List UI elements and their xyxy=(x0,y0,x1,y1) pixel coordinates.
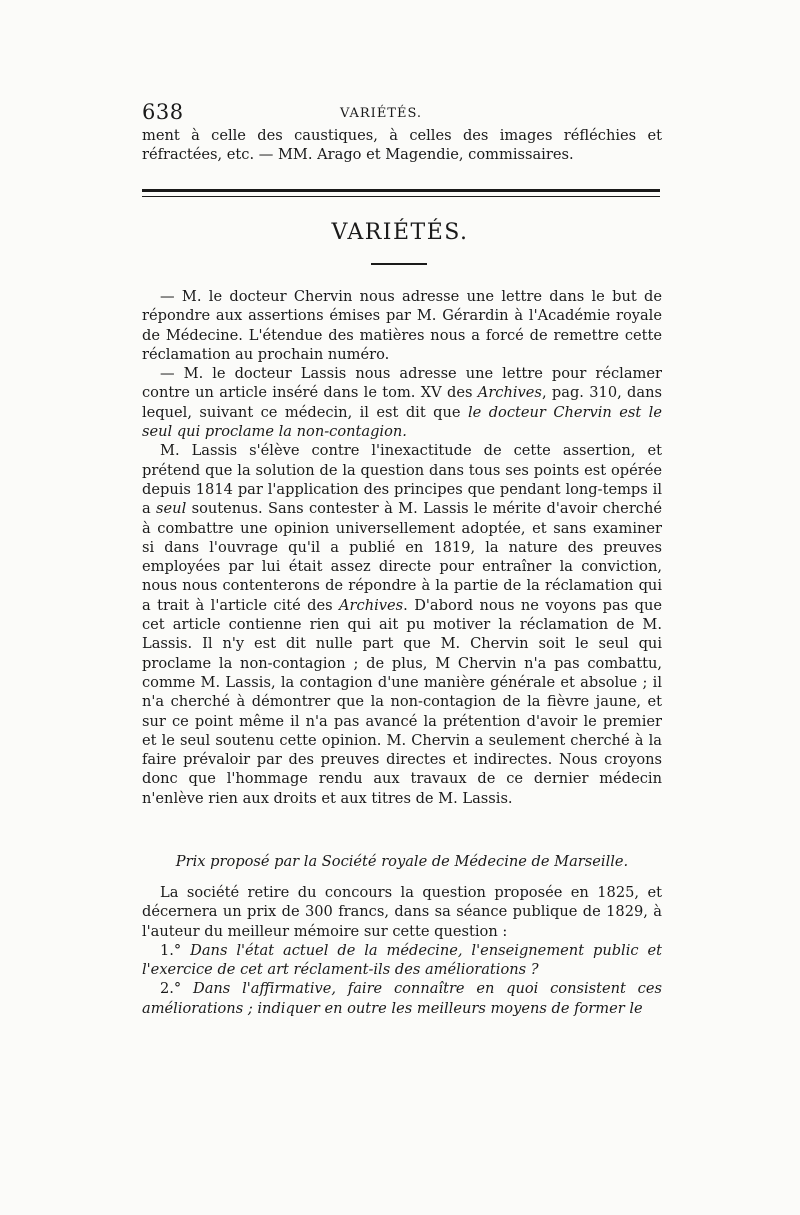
section-divider-thick xyxy=(142,189,660,192)
paragraph-lassis-response xyxy=(142,441,662,808)
title-underline xyxy=(371,263,427,265)
q2-number: 2.° xyxy=(160,980,193,998)
p3-archives-title: Archives xyxy=(339,596,404,614)
paragraph-lassis-letter xyxy=(142,364,662,441)
prize-intro: La société retire du concours la question proposée en 1825, et décernera un prix de 300 francs, dans sa séance publique de 1829, à l'auteur du meilleur mémoire sur cette question : xyxy=(142,884,662,940)
p3-text-b: soutenus. Sans contester à M. Lassis le mérite d'avoir cherché à combattre une opinion universellement adoptée, et sans examiner si dans l'ouvrage qu'il a publié en 1819, la nature des preuves employées par lui était assez directe pour entraîner la conviction, nous nous contenterons de répondre à la partie de la réclamation qui a trait à l'article cité des xyxy=(142,500,662,614)
p2-text-a: — M. le docteur Lassis nous adresse une lettre pour réclamer contre un article inséré dans le tom. XV des xyxy=(142,365,662,402)
prize-heading: Prix proposé par la Société royale de Médecine de Marseille. xyxy=(175,853,629,870)
varietes-body xyxy=(142,287,662,808)
p3-text-a: M. Lassis s'élève contre l'inexactitude de cette assertion, et prétend que la solution de la question dans tous ses points est opérée depuis 1814 par l'application des principes que pendant long-temps il a xyxy=(142,442,662,518)
p2-archives-title: Archives xyxy=(477,384,542,402)
p2-quote: le docteur Chervin est le seul qui proclame la non-contagion. xyxy=(142,403,662,441)
page-number: 638 xyxy=(142,100,184,124)
continuation-text: ment à celle des caustiques, à celles des images réfléchies et réfractées, etc. — MM. Arago et Magendie, commissaires. xyxy=(142,127,662,164)
p3-text-c: . D'abord nous ne voyons pas que cet article contienne rien qui ait pu motiver la réclamation de M. Lassis. Il n'y est dit nulle part que M. Chervin soit le seul qui proclame la non-contagion ; de plus, M Chervin n'a pas combattu, comme M. Lassis, la contagion d'une manière générale et absolue ; il n'a cherché à démontrer que la non-contagion de la fièvre jaune, et sur ce point même il n'a pas avancé la prétention d'avoir le premier et le seul soutenu cette opinion. M. Chervin a seulement cherché à la faire prévaloir par des preuves directes et indirectes. Nous croyons donc que l'hommage rendu aux travaux de ce dernier médecin n'enlève rien aux droits et aux titres de M. Lassis. xyxy=(142,596,662,807)
running-title: VARIÉTÉS. xyxy=(340,106,423,121)
continuation-paragraph xyxy=(142,126,662,165)
p3-seul: seul xyxy=(156,500,187,518)
q2-text: Dans l'affirmative, faire connaître en quoi consistent ces améliorations ; indiquer en outre les meilleurs moyens de former le xyxy=(142,980,662,1017)
q1-number: 1.° xyxy=(160,941,191,959)
prize-body xyxy=(142,883,662,1018)
paragraph-chervin: — M. le docteur Chervin nous adresse une lettre dans le but de répondre aux assertions émises par M. Gérardin à l'Académie royale de Médecine. L'étendue des matières nous a forcé de remettre cette réclamation au prochain numéro. xyxy=(142,288,662,363)
section-divider-thin xyxy=(142,196,660,197)
section-title: VARIÉTÉS. xyxy=(331,220,469,245)
prize-question-1 xyxy=(142,941,662,980)
q1-text: Dans l'état actuel de la médecine, l'enseignement public et l'exercice de cet art réclament-ils des améliorations ? xyxy=(142,941,662,979)
p2-text-b: , pag. 310, dans lequel, suivant ce médecin, il est dit que xyxy=(142,384,662,421)
prize-question-2 xyxy=(142,979,662,1018)
